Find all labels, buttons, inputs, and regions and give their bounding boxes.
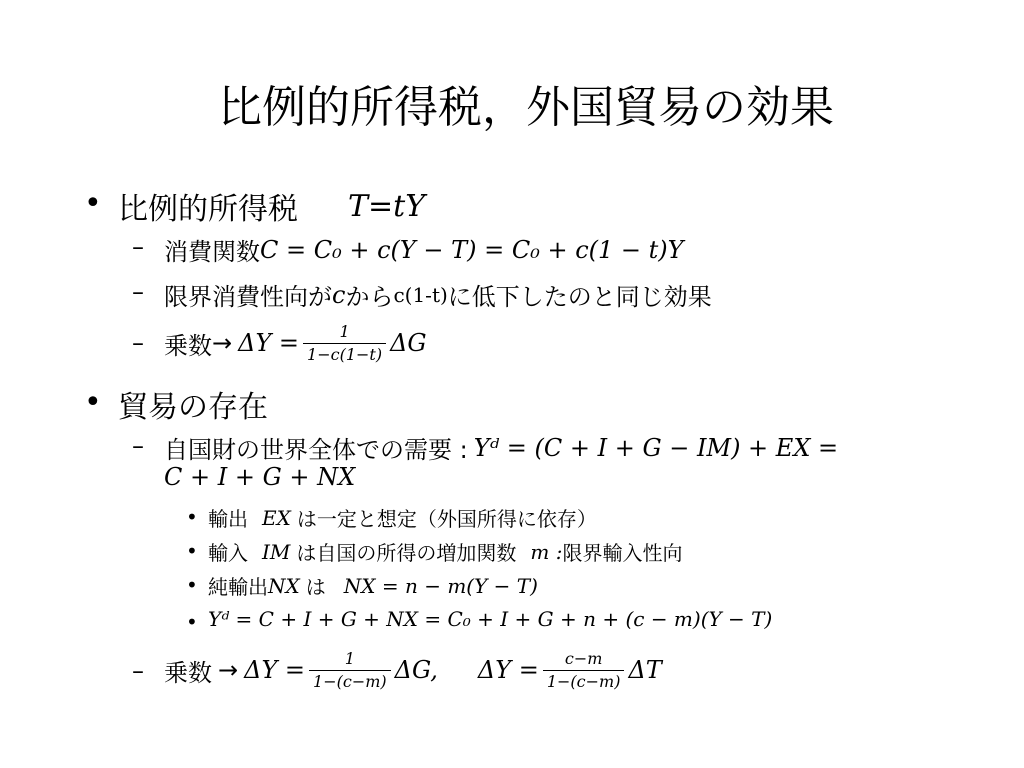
net-exports-wa: は	[305, 575, 326, 599]
exports-line	[208, 503, 597, 532]
multiplier1-lhs: ΔY =	[244, 656, 306, 684]
fraction-numerator: c−m	[564, 648, 603, 668]
bullet-icon: •	[186, 505, 198, 529]
dash-icon: –	[132, 432, 144, 460]
mpc-ct: c(1-t)	[393, 282, 448, 307]
consumption-formula: C = C₀ + c(Y − T) = C₀ + c(1 − t)Y	[260, 235, 684, 264]
mpc-text-post: に低下したのと同じ効果	[447, 283, 712, 311]
arrow-right-icon: →	[218, 656, 239, 684]
multiplier-lhs: ΔY =	[238, 329, 300, 357]
mpc-text-pre: 限界消費性向が	[164, 283, 332, 311]
heading-text: 貿易の存在	[118, 390, 268, 425]
multiplier2-fraction	[543, 649, 625, 692]
net-exports-label: 純輸出	[208, 575, 268, 599]
fraction-numerator: 1	[344, 648, 355, 668]
multiplier1-rhs: ΔG,	[394, 656, 438, 684]
bullet-icon: •	[186, 573, 198, 597]
imports-line	[208, 537, 682, 566]
demand-formula-2: C + I + G + NX	[164, 463, 356, 491]
consumption-label: 消費関数	[164, 238, 260, 266]
bullet-icon: •	[186, 539, 198, 563]
bullet-icon: •	[186, 610, 198, 634]
section-heading-tax	[118, 184, 425, 228]
mpc-line	[164, 277, 712, 312]
imports-text: は自国の所得の増加関数	[296, 541, 517, 565]
fraction-numerator: 1	[339, 321, 350, 341]
heading-text: 比例的所得税	[118, 192, 298, 227]
dash-icon: –	[132, 233, 144, 261]
tax-formula: T=tY	[348, 188, 426, 224]
trade-multiplier-line	[164, 642, 662, 698]
exports-text: は一定と想定（外国所得に依存）	[296, 507, 597, 531]
fraction-denominator: 1−(c−m)	[546, 671, 621, 691]
multiplier1-fraction	[309, 649, 391, 692]
multiplier-fraction	[303, 322, 386, 365]
exports-label: 輸出	[208, 507, 248, 531]
mpc-c: c	[332, 280, 346, 309]
fraction-denominator: 1−c(1−t)	[307, 344, 383, 364]
arrow-right-icon: →	[212, 329, 233, 357]
mpc-text-mid: から	[345, 283, 394, 311]
net-exports-line	[208, 571, 538, 600]
fraction-denominator: 1−(c−m)	[313, 671, 387, 691]
demand-formula-1: Yᵈ = (C + I + G − IM) + EX =	[473, 433, 839, 462]
world-demand-line	[164, 430, 838, 465]
bullet-icon: •	[84, 385, 102, 420]
imports-label: 輸入	[208, 541, 248, 565]
multiplier2-lhs: ΔY =	[477, 656, 539, 684]
dash-icon: –	[132, 657, 144, 685]
net-exports-var: NX	[268, 573, 300, 598]
imports-m: m :	[530, 539, 563, 564]
multiplier-label: 乗数	[164, 331, 212, 360]
dash-icon: –	[132, 329, 144, 357]
imports-var: IM	[262, 539, 291, 564]
tax-multiplier-line	[164, 316, 427, 370]
multiplier-rhs: ΔG	[390, 329, 427, 357]
slide-title: 比例的所得税，外国貿易の効果	[218, 82, 834, 133]
exports-var: EX	[262, 505, 291, 530]
consumption-function-line	[164, 232, 683, 267]
dash-icon: –	[132, 278, 144, 306]
demand-label: 自国財の世界全体での需要 :	[164, 436, 468, 464]
imports-m-text: 限界輸入性向	[562, 541, 683, 565]
world-demand-line-2	[164, 463, 355, 491]
net-exports-formula: NX = n − m(Y − T)	[343, 573, 538, 598]
yd-formula: Yᵈ = C + I + G + NX = C₀ + I + G + n + (c − m)(Y − T)	[208, 607, 773, 631]
multiplier-label: 乗数	[164, 658, 212, 687]
yd-line	[208, 607, 772, 631]
section-heading-trade	[118, 382, 268, 426]
bullet-icon: •	[84, 186, 102, 221]
multiplier2-rhs: ΔT	[628, 656, 662, 684]
